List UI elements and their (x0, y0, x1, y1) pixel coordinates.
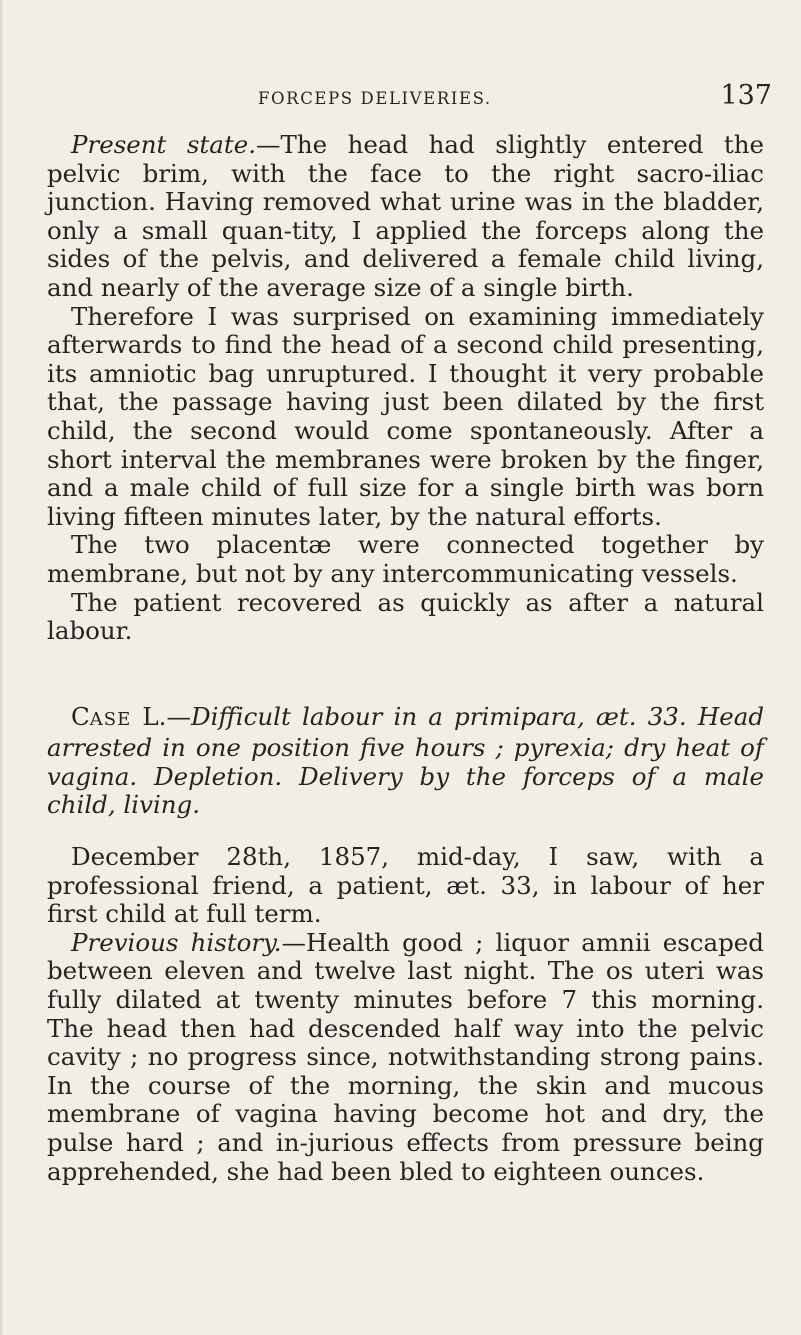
previous-history-text: —Health good ; liquor amnii escaped between eleven and twelve last night. The os uteri was fully dilated at twenty minutes before 7 this morning. The head then had descended half way into the pelvic cavity ; no progress since, notwithstanding strong pains. In the course of the morning, the skin and mucous membrane of vagina having become hot and dry, the pulse hard ; and in-jurious effects from pressure being apprehended, she had been bled to eighteen ounces. (47, 927, 764, 1186)
paragraph-previous-history (47, 929, 764, 1186)
paragraph-second-child: Therefore I was surprised on examining immediately afterwards to find the head of a second child presenting, its amniotic bag unruptured. I thought it very probable that, the passage having just been dilated by the first child, the second would come spontaneously. After a short interval the membranes were broken by the finger, and a male child of full size for a single birth was born living fifteen minutes later, by the natural efforts. (47, 301, 764, 531)
present-state-text: —The head had slightly entered the pelvic brim, with the face to the right sacro-iliac junction. Having removed what urine was in the bladder, only a small quan-tity, I applied the forceps along the sides of the pelvis, and delivered a female child living, and nearly of the average size of a single birth. (47, 130, 764, 302)
present-state-lead: Present state. (71, 130, 257, 159)
paragraph-present-state (47, 131, 764, 303)
paragraph-placentae: The two placentæ were connected together by membrane, but not by any intercommunicating vessels. (47, 530, 764, 588)
page-number: 137 (720, 80, 772, 111)
page-edge-shadow (0, 0, 4, 1335)
case-heading (47, 703, 764, 820)
running-title: FORCEPS DELIVERIES. (258, 89, 492, 108)
paragraph-recovery: The patient recovered as quickly as after a natural labour. (47, 587, 764, 646)
body-text (47, 131, 764, 1186)
case-title: —Difficult labour in a primipara, æt. 33. Head arrested in one position five hours ; pyrexia; dry heat of vagina. Depletion. Delivery by the forceps of a male child, living. (47, 701, 764, 820)
previous-history-lead: Previous history. (71, 927, 282, 957)
case-number: L. (142, 701, 167, 731)
case-label-initial: C (71, 701, 90, 731)
running-head (258, 80, 772, 111)
case-label-rest: ASE (89, 708, 132, 730)
paragraph-december: December 28th, 1857, mid-day, I saw, with a professional friend, a patient, æt. 33, in labour of her first child at full term. (47, 842, 764, 929)
